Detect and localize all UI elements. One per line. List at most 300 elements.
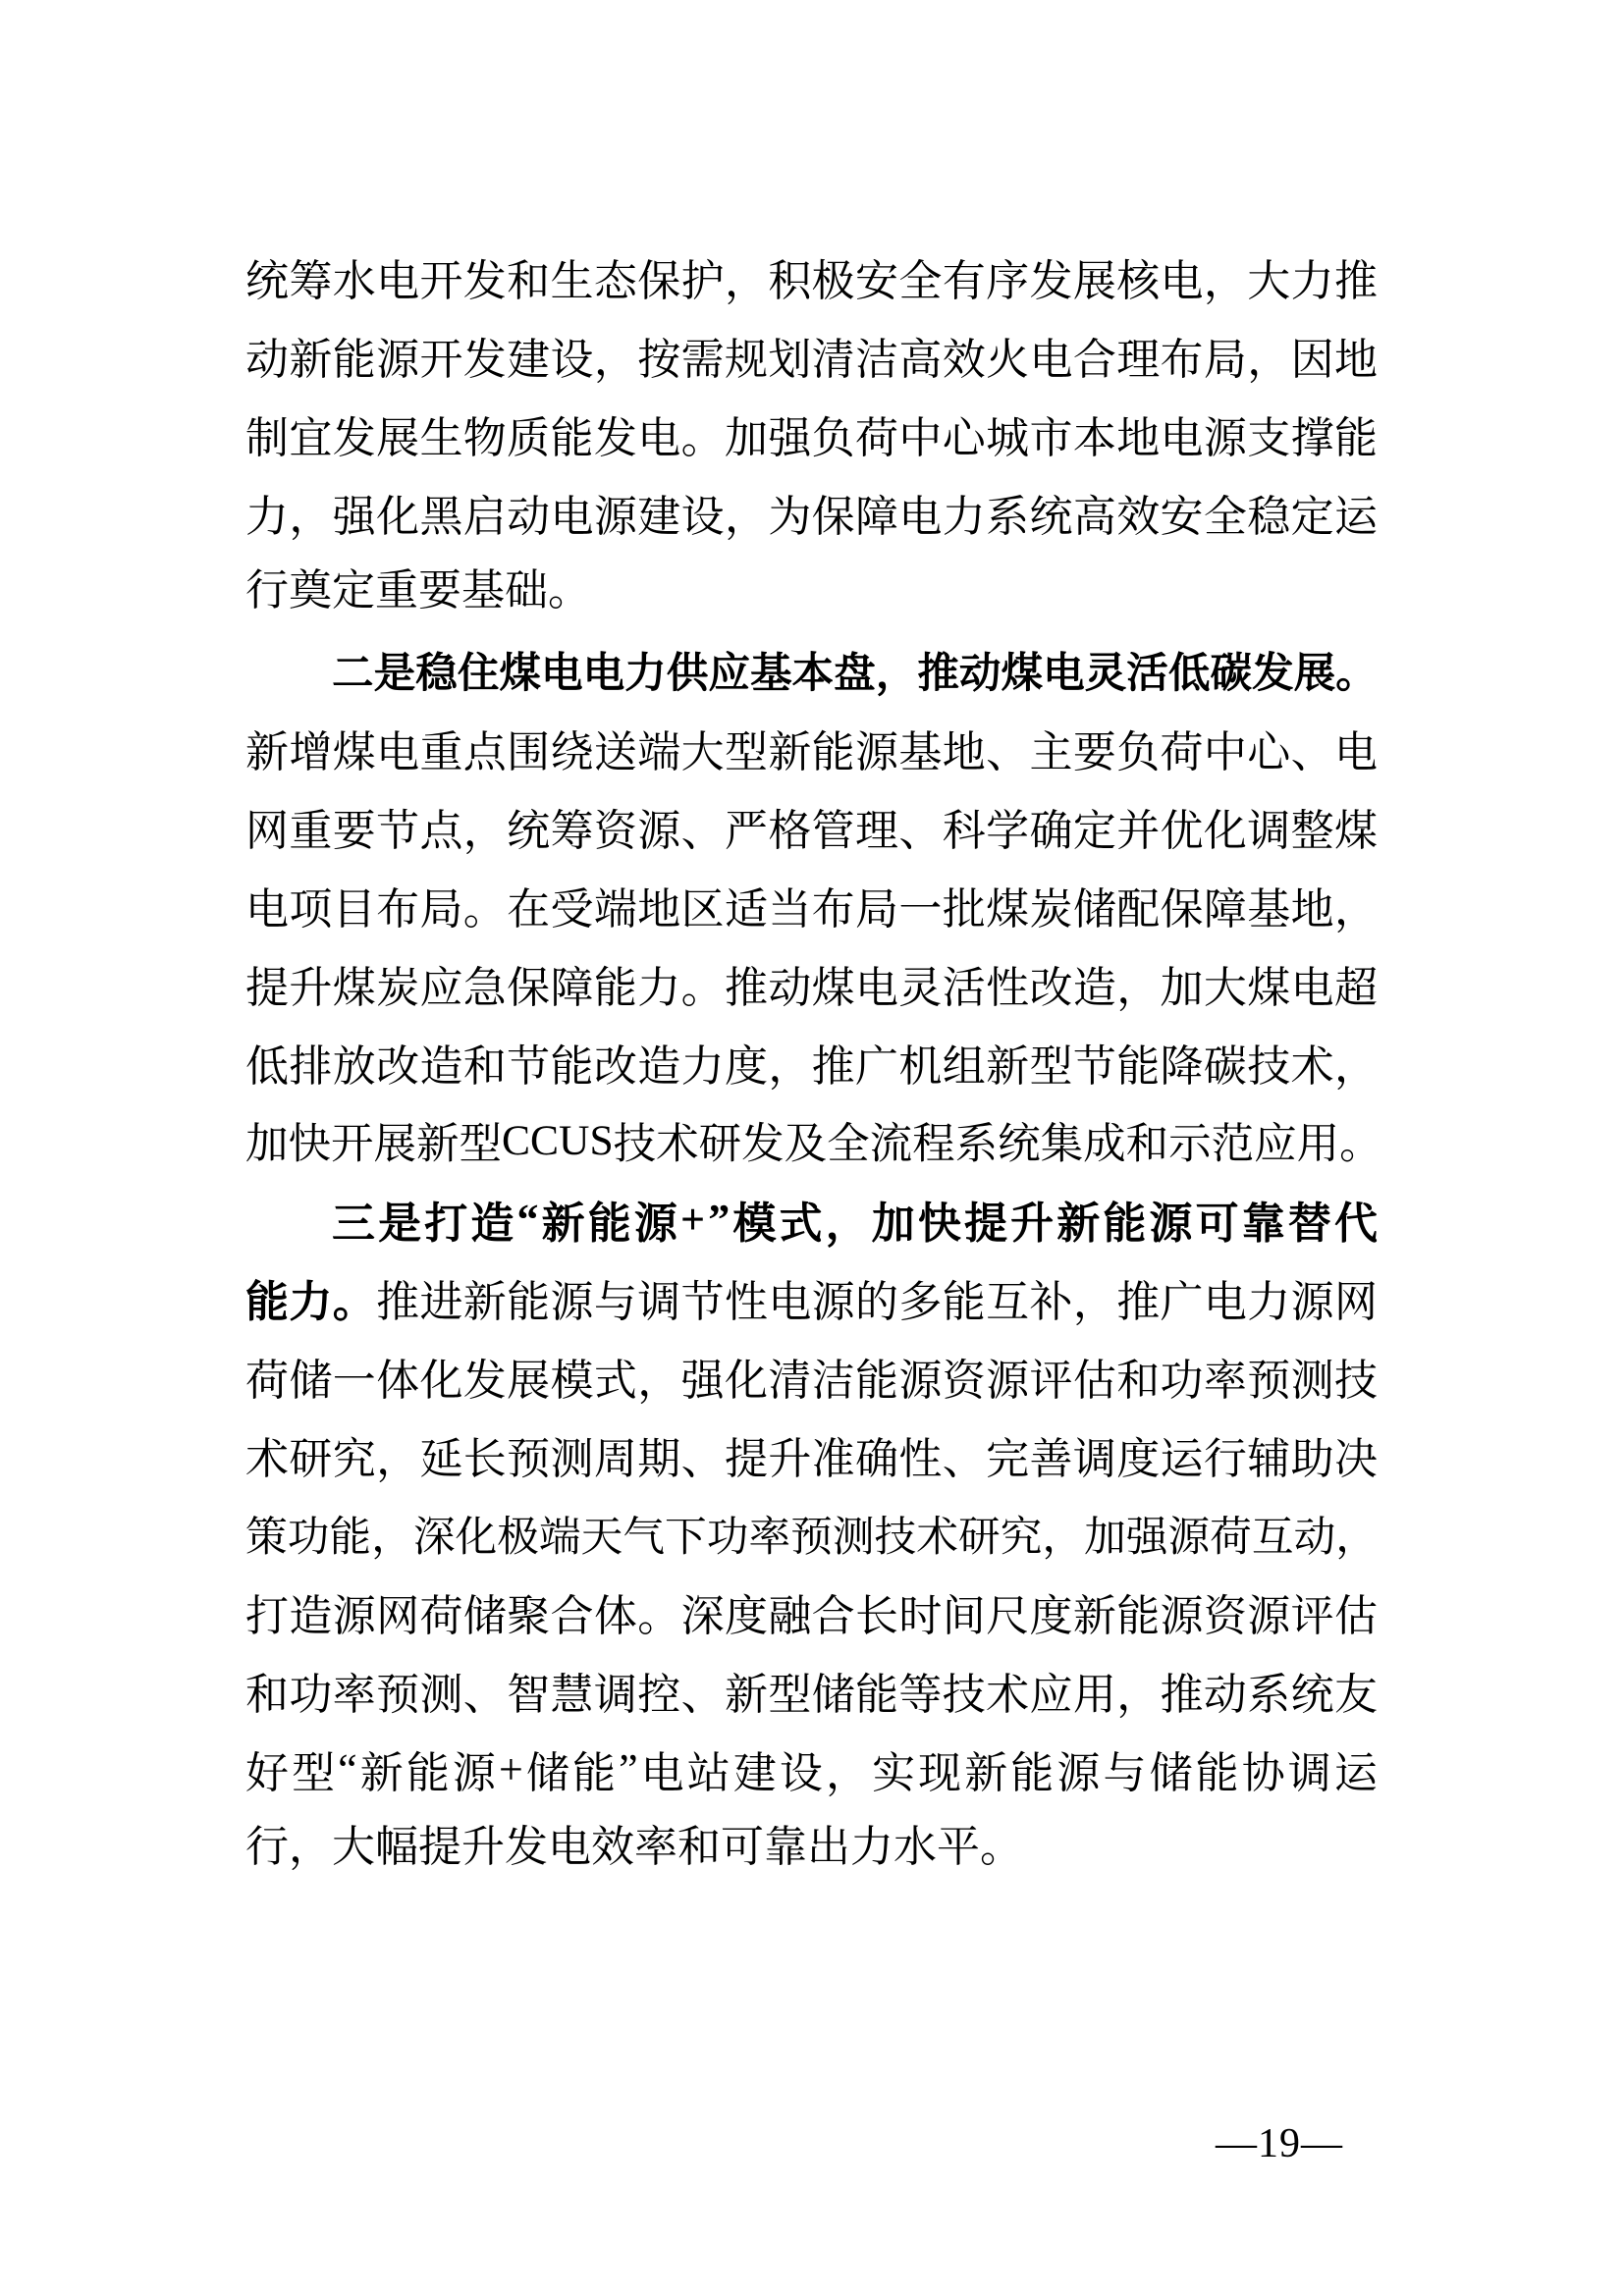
text-segment: 基 — [898, 728, 943, 776]
text-segment: 间 — [942, 1592, 986, 1640]
text-segment: 术 — [916, 1514, 958, 1561]
text-segment: 能 — [855, 1671, 899, 1719]
text-segment: 统 — [245, 257, 289, 305]
text-segment: 本 — [1072, 414, 1116, 462]
text-segment: 积 — [768, 257, 812, 305]
text-segment: 化 — [419, 1357, 463, 1405]
text-line — [245, 787, 1378, 866]
text-segment: 建 — [732, 1749, 777, 1797]
text-line — [245, 1730, 1378, 1808]
text-segment: 源 — [1203, 414, 1247, 462]
text-segment: 煤 — [332, 728, 376, 776]
text-segment: 支 — [1247, 414, 1291, 462]
text-segment: 能 — [1116, 1592, 1161, 1640]
text-segment: 造 — [289, 1592, 333, 1640]
text-segment: 绕 — [550, 728, 594, 776]
text-segment: 规 — [724, 336, 768, 384]
text-segment: 新 — [359, 1749, 404, 1797]
text-segment: 技 — [613, 1121, 657, 1168]
text-segment: 应 — [1029, 1671, 1073, 1719]
text-segment: 供 — [666, 650, 709, 697]
text-segment: 按 — [637, 336, 681, 384]
text-segment: 力 — [1290, 257, 1334, 305]
text-segment: 成 — [1083, 1121, 1126, 1168]
text-segment: 的 — [855, 1278, 899, 1326]
text-segment: 、 — [986, 728, 1030, 776]
text-segment: 稳 — [415, 650, 458, 697]
text-segment: 进 — [419, 1278, 463, 1326]
text-segment: 动 — [507, 493, 551, 541]
text-segment: 大 — [1247, 257, 1291, 305]
text-segment: 电 — [1160, 414, 1204, 462]
text-segment: 炭 — [376, 964, 420, 1012]
text-segment: 善 — [1029, 1435, 1073, 1483]
text-segment: 节 — [680, 1278, 725, 1326]
text-segment: “ — [516, 1195, 539, 1244]
text-segment: 力 — [245, 493, 289, 541]
text-segment: 预 — [376, 1671, 420, 1719]
text-segment: ， — [637, 1357, 681, 1405]
text-segment: 重 — [289, 807, 333, 855]
text-segment: 改 — [1029, 964, 1073, 1012]
text-segment: 新 — [1072, 1592, 1116, 1640]
text-segment: 和 — [1116, 1357, 1161, 1405]
text-segment: 加 — [1160, 964, 1204, 1012]
text-segment: 能 — [811, 728, 855, 776]
text-segment: 强 — [332, 493, 376, 541]
text-segment: 开 — [331, 1121, 374, 1168]
text-segment: 预 — [507, 1435, 551, 1483]
text-segment: 长 — [855, 1592, 899, 1640]
text-segment: 多 — [898, 1278, 943, 1326]
text-segment: 。 — [332, 1278, 376, 1326]
text-segment: 准 — [811, 1435, 855, 1483]
text-segment: 极 — [811, 257, 855, 305]
text-segment: 好 — [245, 1749, 289, 1797]
text-segment: 储 — [811, 1671, 855, 1719]
text-segment: 完 — [986, 1435, 1030, 1483]
text-segment: 提 — [724, 1435, 768, 1483]
text-segment: 管 — [811, 807, 855, 855]
text-line — [245, 552, 1378, 630]
text-segment: 批 — [942, 885, 986, 934]
text-segment: + — [680, 1195, 706, 1244]
text-segment: 率 — [1203, 1357, 1247, 1405]
text-segment: 究 — [332, 1435, 376, 1483]
text-segment: 区 — [680, 885, 725, 934]
text-segment: 心 — [1247, 728, 1291, 776]
text-segment: 储 — [289, 1357, 333, 1405]
text-segment: 动 — [958, 650, 1001, 697]
text-segment: 型 — [1029, 1042, 1073, 1091]
text-segment: 效 — [942, 336, 986, 384]
text-segment: 和 — [507, 257, 551, 305]
text-segment: 储 — [1072, 885, 1116, 934]
text-segment: 整 — [1290, 807, 1334, 855]
text-line — [245, 866, 1378, 944]
text-segment: ， — [1116, 1671, 1161, 1719]
text-segment: 能 — [1010, 1749, 1055, 1797]
text-segment: 负 — [811, 414, 855, 462]
text-segment: 保 — [637, 257, 681, 305]
text-segment: 等 — [898, 1671, 943, 1719]
text-segment: 技 — [1333, 1357, 1378, 1405]
text-segment: 能 — [1333, 414, 1378, 462]
text-segment: 能 — [245, 1278, 289, 1326]
text-segment: 深 — [412, 1514, 456, 1561]
text-segment: 受 — [550, 885, 594, 934]
text-segment: 能 — [332, 336, 376, 384]
text-segment: 统 — [998, 1121, 1041, 1168]
text-segment: 电 — [640, 1749, 684, 1797]
text-segment: 火 — [986, 336, 1030, 384]
paragraph-2 — [245, 630, 1382, 1180]
text-segment: 围 — [507, 728, 551, 776]
text-segment: 、 — [942, 1435, 986, 1483]
text-segment: 延 — [419, 1435, 463, 1483]
text-segment: 辅 — [1247, 1435, 1291, 1483]
text-segment: 、 — [462, 1671, 507, 1719]
text-segment: 荷 — [1210, 1514, 1252, 1561]
text-segment: 评 — [1290, 1592, 1334, 1640]
text-segment: 城 — [986, 414, 1030, 462]
text-segment: 系 — [954, 1121, 999, 1168]
text-segment: 现 — [918, 1749, 962, 1797]
text-segment: 造 — [470, 1200, 514, 1248]
text-segment: 源 — [637, 807, 681, 855]
text-segment: 发 — [332, 414, 376, 462]
text-segment: 生 — [550, 257, 594, 305]
text-segment: 中 — [898, 414, 943, 462]
text-segment: 布 — [811, 885, 855, 934]
text-line — [245, 944, 1378, 1023]
text-segment: 力 — [1247, 1278, 1291, 1326]
text-segment: 确 — [1029, 807, 1073, 855]
text-segment: 高 — [898, 336, 943, 384]
text-segment: 电 — [550, 493, 594, 541]
text-body — [245, 238, 1382, 1887]
text-segment: 提 — [245, 964, 289, 1012]
text-segment: 源 — [1247, 1592, 1291, 1640]
text-segment: 护 — [680, 257, 725, 305]
text-segment: 行，大幅提升发电效率和可靠出力水平。 — [245, 1823, 1023, 1871]
text-segment: 当 — [768, 885, 812, 934]
text-segment: 电 — [898, 493, 943, 541]
text-segment: 新 — [289, 336, 333, 384]
text-segment: 障 — [855, 493, 899, 541]
text-segment: 强 — [1125, 1514, 1168, 1561]
text-segment: 策 — [245, 1514, 288, 1561]
text-segment: 动 — [1293, 1514, 1336, 1561]
text-segment: 新 — [986, 1042, 1030, 1091]
text-segment: 电 — [855, 964, 899, 1012]
text-segment: 测 — [419, 1671, 463, 1719]
text-segment: 划 — [768, 336, 812, 384]
text-segment: 主 — [1029, 728, 1073, 776]
text-segment: 能 — [855, 1357, 899, 1405]
text-segment: ， — [825, 1749, 869, 1797]
text-segment: ， — [371, 1514, 413, 1561]
text-segment: 点 — [419, 807, 463, 855]
text-segment: 设 — [550, 336, 594, 384]
text-segment: 基 — [749, 650, 792, 697]
text-segment: 打 — [245, 1592, 289, 1640]
text-segment: 灵 — [1084, 650, 1127, 697]
text-segment: 地 — [1290, 885, 1334, 934]
text-segment: 、 — [680, 807, 725, 855]
text-segment: 活 — [1126, 650, 1168, 697]
text-segment: 建 — [637, 493, 681, 541]
text-segment: 黑 — [419, 493, 463, 541]
text-segment: 合 — [1072, 336, 1116, 384]
text-segment: 测 — [550, 1435, 594, 1483]
text-segment: 源 — [1167, 1514, 1211, 1561]
text-segment: 度 — [724, 1042, 768, 1091]
text-segment: 气 — [623, 1514, 666, 1561]
text-segment: 升 — [768, 1435, 812, 1483]
text-segment: 。 — [680, 964, 725, 1012]
text-segment: 电 — [376, 257, 420, 305]
text-segment: 电 — [1203, 1278, 1247, 1326]
text-segment: 开 — [419, 257, 463, 305]
text-segment: 保 — [507, 964, 551, 1012]
text-segment: 术 — [986, 1671, 1030, 1719]
text-segment: 系 — [1247, 1671, 1291, 1719]
text-segment: 展 — [1072, 257, 1116, 305]
text-segment: 深 — [680, 1592, 725, 1640]
text-segment: 碳 — [1203, 1042, 1247, 1091]
text-segment: 荷 — [855, 414, 899, 462]
text-segment: 发 — [1252, 650, 1294, 697]
text-segment: 新 — [1056, 1200, 1101, 1248]
text-segment: 度 — [1029, 1592, 1073, 1640]
text-segment: 升 — [1010, 1200, 1055, 1248]
text-segment: 电 — [1029, 336, 1073, 384]
text-segment: 性 — [986, 964, 1030, 1012]
text-segment: 模 — [550, 1357, 594, 1405]
text-segment: ， — [1335, 1514, 1378, 1561]
text-segment: 煤 — [811, 964, 855, 1012]
text-segment: 学 — [986, 807, 1030, 855]
text-segment: 源 — [633, 1200, 677, 1248]
text-segment: 降 — [1160, 1042, 1204, 1091]
text-segment: ， — [875, 650, 918, 697]
text-segment: 技 — [1247, 1042, 1291, 1091]
text-segment: ， — [768, 1042, 812, 1091]
text-segment: 及 — [784, 1121, 828, 1168]
text-segment: 模 — [732, 1200, 777, 1248]
text-segment: 启 — [462, 493, 507, 541]
text-segment: 项 — [289, 885, 333, 934]
text-segment: 加 — [245, 1121, 289, 1168]
paragraph-1 — [245, 238, 1378, 630]
text-segment: 建 — [507, 336, 551, 384]
text-segment: 障 — [1203, 885, 1247, 934]
text-segment: 天 — [580, 1514, 623, 1561]
text-segment: 高 — [1072, 493, 1116, 541]
text-segment: 加 — [1084, 1514, 1126, 1561]
text-segment: 统 — [507, 807, 551, 855]
text-segment: 快 — [288, 1121, 331, 1168]
text-segment: 新 — [245, 728, 289, 776]
text-segment: 资 — [1203, 1592, 1247, 1640]
text-segment: 运 — [1333, 493, 1378, 541]
text-segment: 源 — [550, 1278, 594, 1326]
text-segment: 开 — [419, 336, 463, 384]
text-segment: 动 — [245, 336, 289, 384]
text-segment: 保 — [1160, 885, 1204, 934]
text-segment: 是 — [378, 1200, 422, 1248]
text-segment: 究 — [1000, 1514, 1043, 1561]
text-segment: 电 — [245, 885, 289, 934]
text-segment: CCUS — [502, 1117, 614, 1164]
text-segment: 确 — [855, 1435, 899, 1483]
text-line — [245, 1337, 1378, 1415]
text-segment: ， — [593, 336, 637, 384]
text-segment: 互 — [986, 1278, 1030, 1326]
text-segment: 极 — [497, 1514, 539, 1561]
text-segment: 全 — [898, 257, 943, 305]
text-line — [245, 709, 1378, 787]
text-segment: 能 — [1116, 1042, 1161, 1091]
text-segment: 序 — [986, 257, 1030, 305]
text-segment: 荷 — [419, 1592, 463, 1640]
text-segment: 推 — [1333, 257, 1378, 305]
text-segment: 市 — [1029, 414, 1073, 462]
text-segment: 清 — [768, 1357, 812, 1405]
text-segment: 术 — [656, 1121, 699, 1168]
text-segment: 示 — [1168, 1121, 1212, 1168]
text-segment: 活 — [942, 964, 986, 1012]
text-segment: 友 — [1333, 1671, 1378, 1719]
text-segment: 术 — [1290, 1042, 1334, 1091]
text-segment: 与 — [593, 1278, 637, 1326]
text-segment: 碳 — [1210, 650, 1253, 697]
text-segment: 功 — [289, 1671, 333, 1719]
text-segment: 合 — [811, 1592, 855, 1640]
text-segment: 推 — [811, 1042, 855, 1091]
text-segment: 发 — [593, 414, 637, 462]
text-line — [245, 1651, 1378, 1730]
text-segment: 筹 — [550, 807, 594, 855]
text-segment: 洁 — [811, 1357, 855, 1405]
text-segment: 评 — [1029, 1357, 1073, 1405]
text-segment: 增 — [289, 728, 333, 776]
text-line — [245, 1808, 1378, 1887]
text-segment: ， — [825, 1200, 869, 1248]
text-segment: 荷 — [245, 1357, 289, 1405]
text-line — [245, 395, 1378, 473]
text-segment: 流 — [869, 1121, 913, 1168]
text-segment: 集 — [1040, 1121, 1084, 1168]
text-segment: 送 — [593, 728, 637, 776]
text-segment: 配 — [1116, 885, 1161, 934]
text-segment: 生 — [419, 414, 463, 462]
text-segment: 运 — [1333, 1749, 1378, 1797]
text-segment: 布 — [376, 885, 420, 934]
text-line — [245, 1494, 1378, 1573]
text-segment: 新 — [964, 1749, 1008, 1797]
text-segment: 可 — [1195, 1200, 1239, 1248]
text-segment: 广 — [855, 1042, 899, 1091]
text-line — [245, 1258, 1378, 1337]
paragraph-3 — [245, 1180, 1378, 1887]
text-segment: 加 — [871, 1200, 915, 1248]
text-segment: 为 — [768, 493, 812, 541]
text-segment: 期 — [637, 1435, 681, 1483]
text-segment: 点 — [462, 728, 507, 776]
text-segment: 荷 — [1160, 728, 1204, 776]
text-segment: 技 — [874, 1514, 917, 1561]
text-segment: 储 — [1149, 1749, 1193, 1797]
text-segment: 、 — [680, 1671, 725, 1719]
text-segment: 源 — [898, 1357, 943, 1405]
text-segment: 力 — [942, 493, 986, 541]
text-segment: 式 — [779, 1200, 823, 1248]
text-segment: 放 — [332, 1042, 376, 1091]
text-segment: 替 — [1287, 1200, 1331, 1248]
text-segment: 控 — [637, 1671, 681, 1719]
text-segment: 障 — [550, 964, 594, 1012]
text-segment: 制 — [245, 414, 289, 462]
text-segment: + — [499, 1744, 523, 1793]
text-segment: 源 — [1149, 1200, 1193, 1248]
text-segment: 能 — [587, 1200, 631, 1248]
text-segment: 广 — [1160, 1278, 1204, 1326]
text-segment: 重 — [419, 728, 463, 776]
text-segment: 改 — [593, 1042, 637, 1091]
text-segment: 发 — [462, 1357, 507, 1405]
text-segment: ， — [376, 1435, 420, 1483]
text-segment: 设 — [779, 1749, 823, 1797]
text-segment: 应 — [419, 964, 463, 1012]
text-segment: 电 — [768, 1278, 812, 1326]
text-segment: 一 — [332, 1357, 376, 1405]
text-segment: 互 — [1251, 1514, 1294, 1561]
text-segment: 适 — [724, 885, 768, 934]
text-segment: 灵 — [898, 964, 943, 1012]
text-segment: 急 — [462, 964, 507, 1012]
text-segment: 源 — [1160, 1592, 1204, 1640]
text-segment: 推 — [1116, 1278, 1161, 1326]
text-line — [245, 238, 1378, 316]
text-segment: 造 — [1072, 964, 1116, 1012]
text-segment: 展 — [373, 1121, 416, 1168]
text-segment: 慧 — [550, 1671, 594, 1719]
text-segment: 端 — [593, 885, 637, 934]
text-segment: 负 — [1116, 728, 1161, 776]
text-segment: 超 — [1333, 964, 1378, 1012]
text-segment: 源 — [1290, 1278, 1334, 1326]
text-segment: 。 — [1339, 1121, 1382, 1168]
text-segment: 化 — [455, 1514, 498, 1561]
text-segment: 局 — [419, 885, 463, 934]
text-segment: 筹 — [289, 257, 333, 305]
text-segment: 。 — [462, 885, 507, 934]
text-segment: ， — [1072, 1278, 1116, 1326]
text-segment: 研 — [957, 1514, 1001, 1561]
text-segment: 节 — [507, 1042, 551, 1091]
text-segment: 格 — [768, 807, 812, 855]
text-segment: 研 — [289, 1435, 333, 1483]
text-segment: ， — [1116, 964, 1161, 1012]
text-segment: 推 — [724, 964, 768, 1012]
text-segment: 化 — [376, 493, 420, 541]
text-segment: 定 — [1072, 807, 1116, 855]
text-segment: 洁 — [855, 336, 899, 384]
text-segment: 尺 — [986, 1592, 1030, 1640]
text-line — [245, 1180, 1378, 1258]
